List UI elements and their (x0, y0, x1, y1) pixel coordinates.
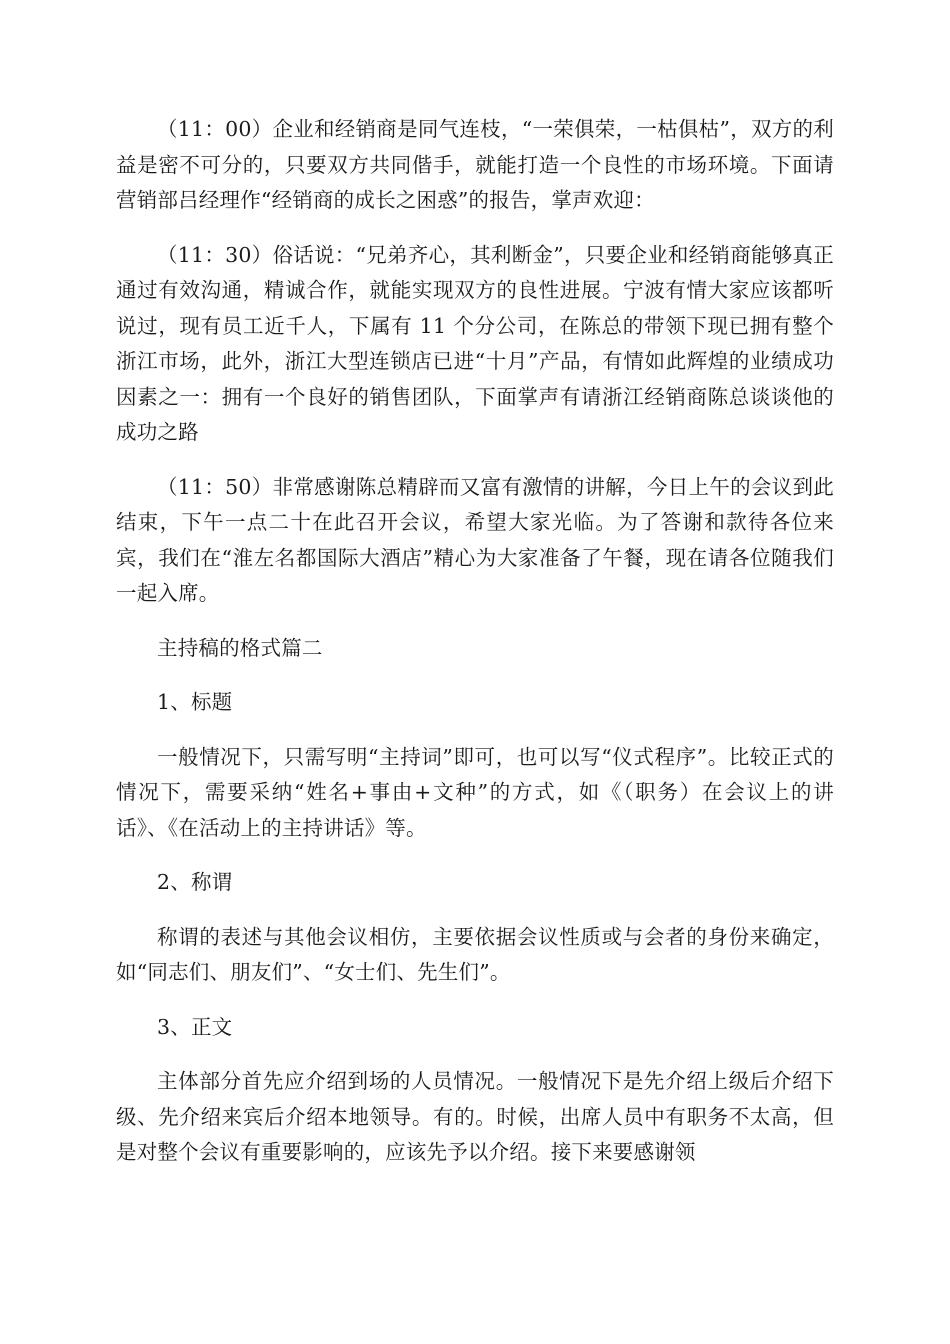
paragraph-1100-intro: （11：00）企业和经销商是同气连枝，“一荣俱荣，一枯俱枯”，双方的利益是密不可分的，只要双方共同偕手，就能打造一个良性的市场环境。下面请营销部吕经理作“经销商的成长之困惑”的报告，掌声欢迎： (116, 117, 834, 212)
paragraph-body: 主体部分首先应介绍到场的人员情况。一般情况下是先介绍上级后介绍下级、先介绍来宾后介绍本地领导。有的。时候，出席人员中有职务不太高，但是对整个会议有重要影响的，应该先予以介绍。接下来要感谢领 (116, 1069, 834, 1164)
subheading-title: 1、标题 (157, 690, 233, 714)
paragraph-1130-intro: （11：30）俗话说：“兄弟齐心，其利断金”，只要企业和经销商能够真正通过有效沟通，精诚合作，就能实现双方的良性进展。宁波有情大家应该都听说过，现有员工近千人，下属有 11 个分公司，在陈总的带领下现已拥有整个浙江市场，此外，浙江大型连锁店已进“十月”产品，有情如此辉煌的业绩成功因素之一：拥有一个良好的销售团队，下面掌声有请浙江经销商陈总谈谈他的成功之路 (116, 242, 834, 444)
paragraph-1150-closing: （11：50）非常感谢陈总精辟而又富有激情的讲解，今日上午的会议到此结束，下午一点二十在此召开会议，希望大家光临。为了答谢和款待各位来宾，我们在“淮左名都国际大酒店”精心为大家准备了午餐，现在请各位随我们一起入席。 (116, 474, 834, 605)
subheading-body: 3、正文 (157, 1014, 233, 1039)
subheading-salutation: 2、称谓 (157, 870, 233, 894)
paragraph-salutation: 称谓的表述与其他会议相仿，主要依据会议性质或与会者的身份来确定，如“同志们、朋友们”、“女士们、先生们”。 (116, 924, 834, 984)
paragraph-title-format: 一般情况下，只需写明“主持词”即可，也可以写“仪式程序”。比较正式的情况下，需要采纳“姓名+事由+文种”的方式，如《（职务）在会议上的讲话》、《在活动上的主持讲话》等。 (116, 744, 834, 840)
section-heading: 主持稿的格式篇二 (157, 635, 323, 660)
